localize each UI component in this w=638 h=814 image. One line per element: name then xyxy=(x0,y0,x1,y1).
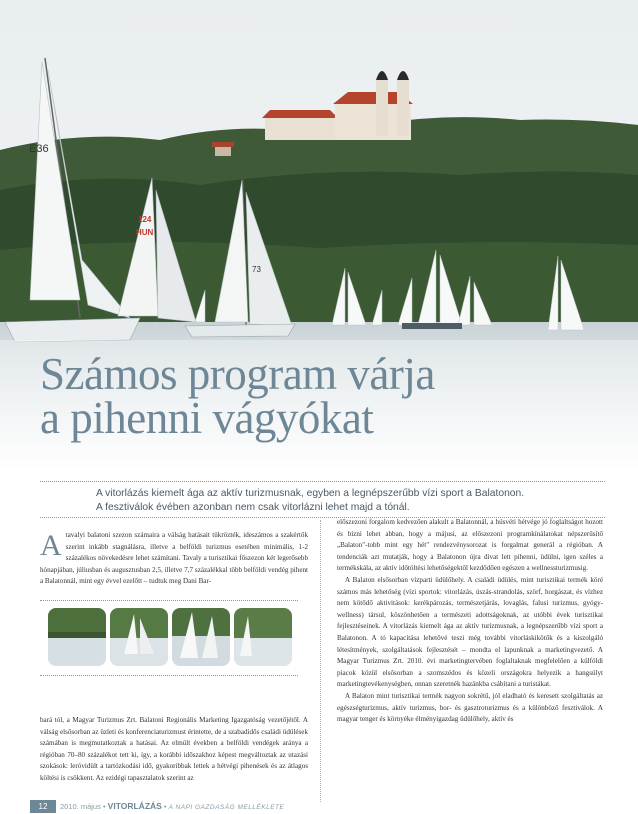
thumbnail-photo-1 xyxy=(48,608,106,666)
body-column-right xyxy=(337,517,603,726)
thumbnail-strip xyxy=(48,608,292,666)
body-column-left-top xyxy=(40,530,308,588)
divider-top xyxy=(40,481,605,482)
lead-paragraph xyxy=(96,487,566,515)
sail-label-hun: HUN xyxy=(136,228,154,237)
title-line-1: Számos program várja xyxy=(40,349,435,399)
thumbnail-photo-2 xyxy=(110,608,168,666)
article-title xyxy=(40,349,435,443)
thumbnail-photo-4 xyxy=(234,608,292,666)
body-column-left-bottom xyxy=(40,715,308,785)
footer-section: VITORLÁZÁS xyxy=(107,801,162,811)
lead-line-1: A vitorlázás kiemelt ága az aktív turizmusnak, egyben a legnépszerűbb vízi sport a Balatonon. xyxy=(96,488,525,499)
drop-cap: A xyxy=(40,529,62,562)
thumbnail-photo-3 xyxy=(172,608,230,666)
footer-date: 2010. május xyxy=(60,802,101,811)
sail-number-73: 73 xyxy=(252,265,261,274)
body-right-p3: A Balaton mint turisztikai termék nagyon sokrétű, jól eladható és keresett szolgáltatás az egészségturizmus, aktív turizmus, bor- és gasztroturizmus és a különböző fesztiválok. A magyar tenger és környéke élményígazdag üdülőhely, aktív és xyxy=(337,691,603,724)
sail-number-124: 124 xyxy=(138,215,152,224)
title-line-2: a pihenni vágyókat xyxy=(40,393,374,443)
column-divider xyxy=(320,520,321,802)
footer-supplement: A NAPI GAZDASÁG MELLÉKLETE xyxy=(168,804,285,811)
lead-line-2: A fesztiválok évében azonban nem csak vitorlázni lehet majd a tónál. xyxy=(96,502,410,513)
page-number: 12 xyxy=(30,800,56,813)
body-right-p2: A Balaton elsősorban vízparti üdülőhely. A családi üdülés, mint turisztikai termék köré számos más lehetőség (vízi sportok: vitorlázás, úszás-strandolás, szörf, horgászat, és vízhez nem kötődő aktivitások: kerékpározás, természetjárás, lovaglás, falusi turizmus, gyógy-wellness) társul, köszönhetően a természeti adottságoknak, az utóbbi évek turisztikai fejlesztéseinek. A vitorlázás kiemelt ága az aktív turizmusnak, a legnépszerűbb vízi sport a Balatonon. A tó kapacitása lehetővé teszi még további vitorláskikötők és a kiszolgáló létesítmények, szolgáltatások fejlesztését – mondta el lapunknak a marketingvezető. A Magyar Turizmus Zrt. 2010. évi marketingtervében foglaltaknak megfelelően a külföldi piacok közül elsősorban a szomszédos és közeli országokra helyezik a hangsúlyt marketingtevékenységben, onnan szeretnék hazánkba csábítani a turistákat. xyxy=(337,575,603,689)
body-left-top-text: tavalyi balatoni szezon számaira a válság hatásait tükrözték, ideszámos a szakértők szerint inkább stagnálásra, illetve a belföldi turizmus esetében minimális, 1-2 százalékos növekedésre lehet számítani. Tavaly a turisztikai főszezon két legerősebb hónapjában, júliusban és augusztusban 2,5, illetve 7,7 százalékkal több belföldi vendég pihent a Balatonnál, mint egy évvel ezelőtt – tudtuk meg Dani Bar- xyxy=(40,531,308,586)
page-footer: 12 2010. május • VITORLÁZÁS • A NAPI GAZDASÁG MELLÉKLETE xyxy=(30,800,630,813)
body-right-p1: előszezoni forgalom kedvezően alakult a Balatonnál, a húsvéti hétvége jó foglaltságot hozott és bízni lehet abban, hogy a májusi, az előszezoni programkínálatokat népszerűsítő „Balaton"-tobb mint egy hét" rendezvénysorozat is forgalmat generál a régióban. A tendenciák azt mutatják, hogy a Balatonon újra divat lett pihenni, üdülni, igen széles a termékskála, az aktív időtöltési lehetőségektől kezdődően egészen a wellnessturizmusig. xyxy=(337,518,603,573)
sail-number-e36: E36 xyxy=(29,143,49,155)
body-left-bottom-text: bará tól, a Magyar Turizmus Zrt. Balatoni Regionális Marketing Igazgatóság vezetőjétől. A válság elsősorban az üzleti és konferenciaturizmust érintette, de a szabadidős családi üdülések számában is megmutatkoztak a hatásai. Az elmúlt években a belföldi vendégek aránya a régióban 70–80 százalékot tett ki, így, a korábbi időszakhoz képest megváltoztak az utazási szokások: leróvidült a tartózkodási idő, gyakoribbak lettek a hétvégi pihenések és az átlagos költési is csökkent. Az ezidégi tapasztalatok szerint az xyxy=(40,716,308,782)
